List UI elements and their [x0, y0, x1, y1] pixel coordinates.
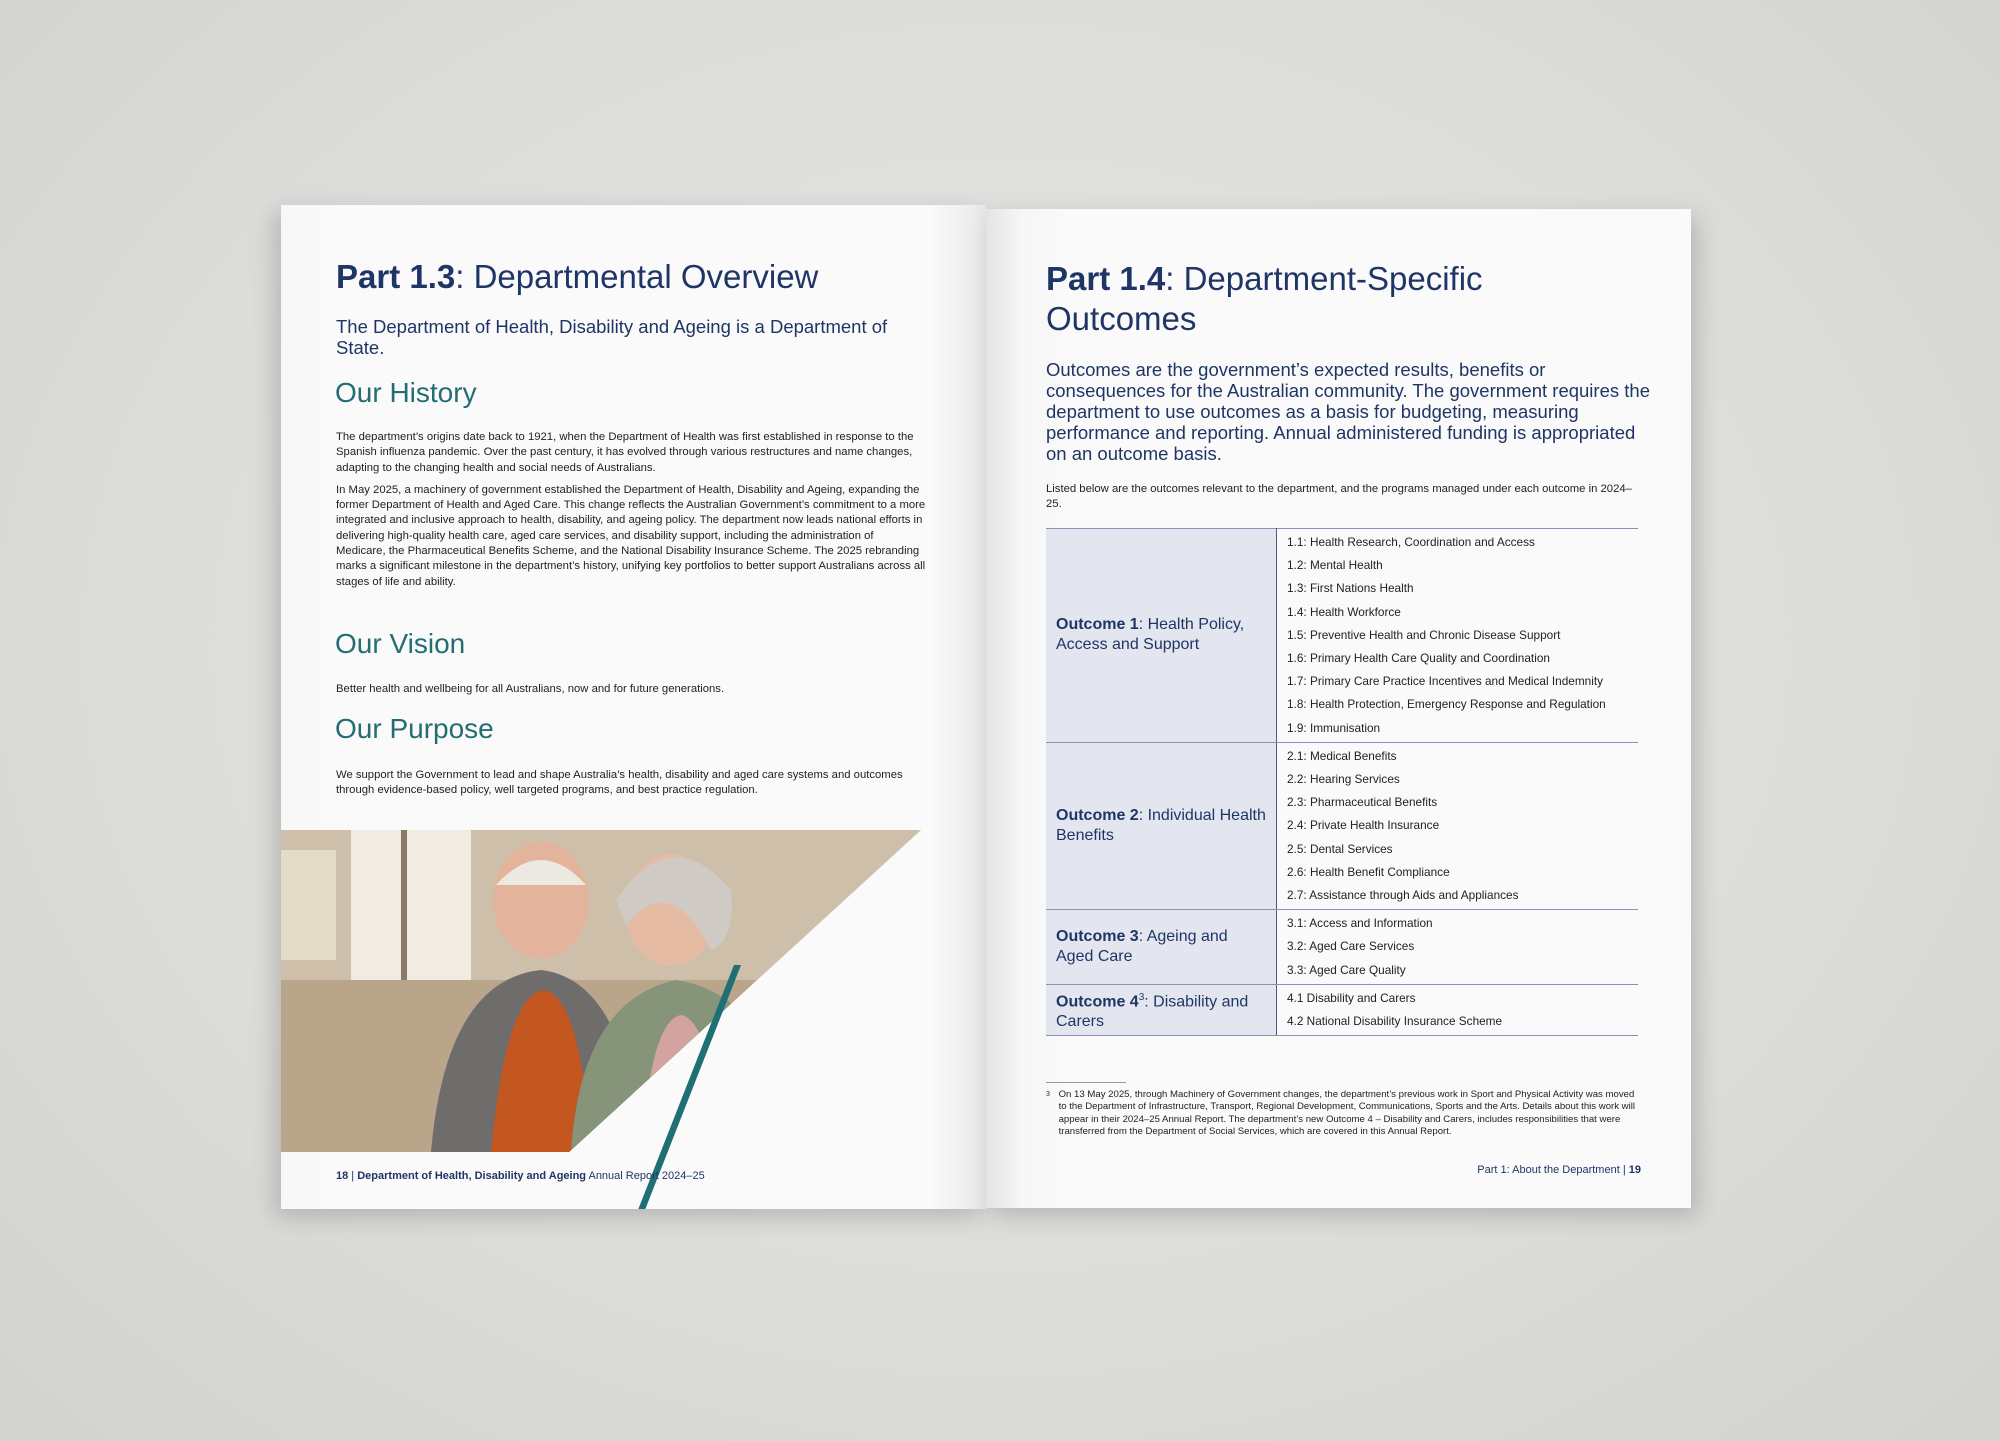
outcome-title: : Disability and Carers — [1056, 993, 1249, 1031]
footer-section: Part 1: About the Department — [1477, 1164, 1620, 1176]
program-item: 4.1 Disability and Carers — [1287, 990, 1416, 1005]
program-list — [1277, 910, 1639, 985]
program-item: 1.7: Primary Care Practice Incentives and Medical Indemnity — [1287, 674, 1604, 689]
program-item: 2.4: Private Health Insurance — [1287, 818, 1440, 833]
program-item: 3.2: Aged Care Services — [1287, 939, 1415, 954]
program-item: 2.2: Hearing Services — [1287, 772, 1400, 787]
program-item: 1.9: Immunisation — [1287, 720, 1381, 735]
program-item: 1.8: Health Protection, Emergency Response and Regulation — [1287, 697, 1606, 712]
vision-heading: Our Vision — [335, 628, 466, 659]
outcome-label — [1046, 742, 1277, 909]
history-heading: Our History — [335, 377, 477, 408]
outcome-number: Outcome 4 — [1056, 993, 1139, 1011]
vision-text: Better health and wellbeing for all Australians, now and for future generations. — [336, 683, 725, 695]
outcome-label — [1046, 529, 1277, 743]
program-item: 1.5: Preventive Health and Chronic Disease Support — [1287, 627, 1561, 642]
program-item: 1.3: First Nations Health — [1287, 581, 1414, 596]
elderly-couple-photo — [281, 830, 921, 1152]
outcome-title: : Ageing and Aged Care — [1056, 928, 1228, 966]
program-item: 1.4: Health Workforce — [1287, 604, 1401, 619]
outcome-title: : Individual Health Benefits — [1056, 807, 1266, 845]
footnote-text: On 13 May 2025, through Machinery of Government changes, the department’s previous work in Sport and Physical Activity was moved to the Department of Infrastructure, Transport, Regional Development, Communications, Sports and the Arts. Details about this work will appear in their 2024–25 Annual Report. The department’s new Outcome 4 – Disability and Carers, includes responsibilities that were transferred from the Department of Social Services, which are covered in this Annual Report. — [1058, 1089, 1636, 1138]
outcomes-intro: Listed below are the outcomes relevant to the department, and the programs managed under each outcome in 2024–25. — [1046, 483, 1632, 511]
program-item: 2.7: Assistance through Aids and Appliances — [1287, 888, 1519, 903]
program-item: 2.5: Dental Services — [1287, 841, 1393, 856]
outcome-number: Outcome 1 — [1056, 616, 1139, 634]
history-paragraph: The department’s origins date back to 1921, when the Department of Health was first established in response to the Spanish influenza pandemic. Over the past century, it has evolved through various restructures and name changes, adapting to the changing health and social needs of Australians. — [336, 431, 914, 474]
program-list — [1277, 529, 1639, 743]
left-lead-text: The Department of Health, Disability and Ageing is a Department of State. — [336, 316, 888, 358]
footer-report: Annual Report 2024–25 — [586, 1170, 705, 1182]
footer-department: Department of Health, Disability and Ageing — [357, 1170, 587, 1182]
program-item: 2.3: Pharmaceutical Benefits — [1287, 795, 1438, 810]
outcomes-table — [1046, 528, 1638, 1036]
right-page-number: 19 — [1628, 1164, 1641, 1176]
outcome-label — [1046, 984, 1277, 1035]
footnote — [1046, 1089, 1646, 1139]
outcome-title: : Health Policy, Access and Support — [1056, 616, 1245, 654]
outcome-label — [1046, 910, 1277, 985]
outcome-number: Outcome 3 — [1056, 928, 1139, 946]
purpose-text: We support the Government to lead and shape Australia’s health, disability and aged care systems and outcomes through evidence-based policy, well targeted programs, and best practice regulation. — [336, 769, 903, 797]
right-page-title: Part 1.4: Department-Specific Outcomes — [1046, 260, 1483, 337]
purpose-heading: Our Purpose — [335, 713, 494, 744]
program-item: 3.1: Access and Information — [1287, 916, 1433, 931]
outcome-number: Outcome 2 — [1056, 807, 1139, 825]
history-body — [336, 430, 926, 597]
left-page-title: Part 1.3: Departmental Overview — [336, 258, 819, 295]
outcome-row — [1046, 529, 1638, 743]
right-page — [986, 209, 1691, 1208]
program-item: 3.3: Aged Care Quality — [1287, 962, 1406, 977]
program-item: 1.2: Mental Health — [1287, 558, 1383, 573]
footer-separator: | — [348, 1170, 358, 1182]
outcome-row — [1046, 742, 1638, 909]
photo-illustration — [281, 830, 921, 1152]
footnote-divider — [1046, 1082, 1126, 1083]
program-item: 2.1: Medical Benefits — [1287, 748, 1397, 763]
right-lead-text: Outcomes are the government’s expected results, benefits or consequences for the Australian community. The government requires the department to use outcomes as a basis for budgeting, measuring performance and reporting. Annual administered funding is appropriated on an outcome basis. — [1046, 359, 1650, 464]
history-paragraph: In May 2025, a machinery of government established the Department of Health, Disability and Ageing, expanding the former Department of Health and Aged Care. This change reflects the Australian Government’s commitment to a more integrated and inclusive approach to health, disability, and ageing policy. The department now leads national efforts in delivering high-quality health care, aged care services, and disability support, including the administration of Medicare, the Pharmaceutical Benefits Scheme, and the National Disability Insurance Scheme. The 2025 rebranding marks a significant milestone in the department’s history, unifying key portfolios to better support Australians across all stages of life and ability. — [336, 483, 926, 588]
program-item: 4.2 National Disability Insurance Scheme — [1287, 1014, 1503, 1029]
footer-separator: | — [1619, 1164, 1629, 1176]
program-list — [1277, 984, 1639, 1035]
program-item: 1.1: Health Research, Coordination and Access — [1287, 535, 1535, 549]
program-item: 1.6: Primary Health Care Quality and Coordination — [1287, 651, 1550, 666]
outcome-row — [1046, 910, 1638, 985]
footnote-mark: 3 — [1046, 1091, 1050, 1098]
left-page-number: 18 — [336, 1170, 349, 1182]
left-page — [281, 205, 986, 1209]
right-footer — [1477, 1164, 1641, 1176]
program-list — [1277, 742, 1639, 909]
outcome-row — [1046, 984, 1638, 1035]
program-item: 2.6: Health Benefit Compliance — [1287, 864, 1450, 879]
outcome-footnote-ref: 3 — [1138, 991, 1145, 1003]
left-footer — [336, 1170, 705, 1182]
